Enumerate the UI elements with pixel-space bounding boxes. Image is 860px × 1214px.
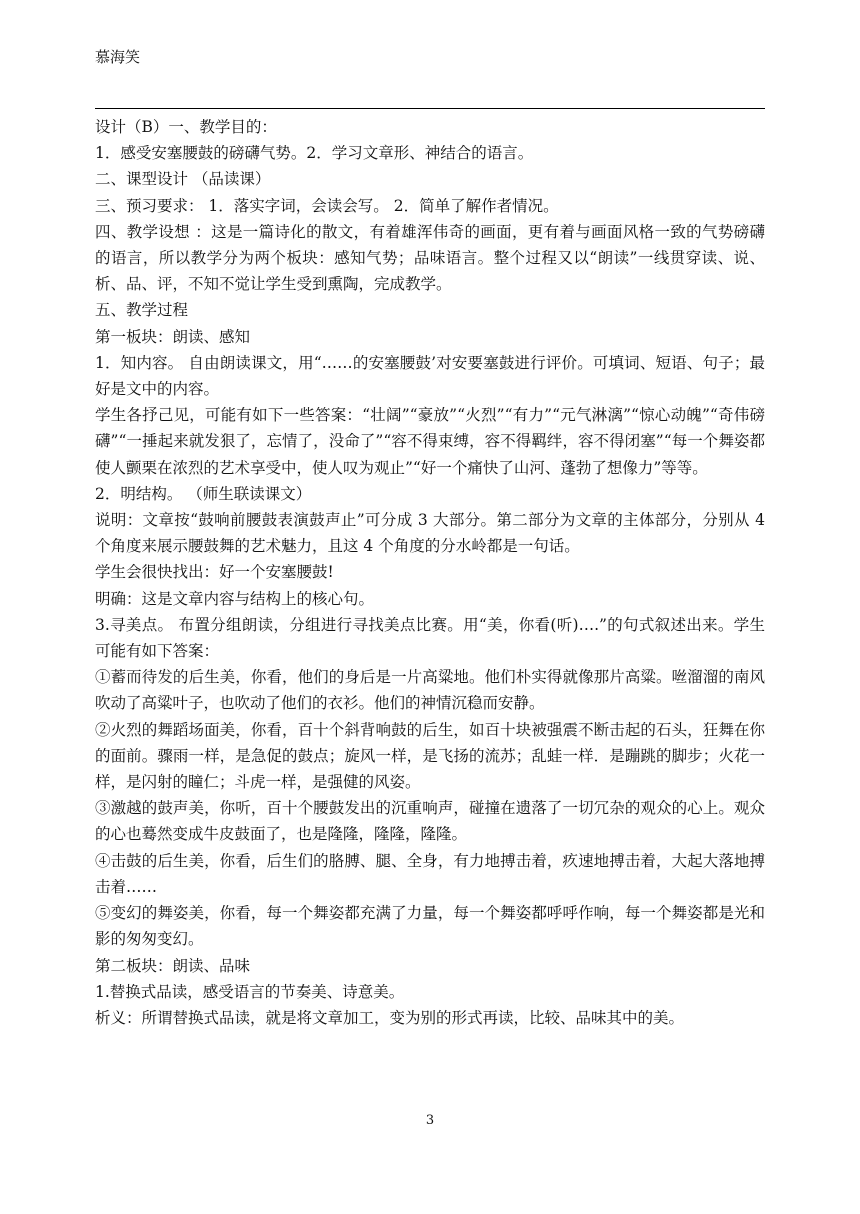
header-divider <box>95 108 765 109</box>
paragraph: 说明：文章按“鼓响前腰鼓表演鼓声止”可分成 3 大部分。第二部分为文章的主体部分，分别从 4 个角度来展示腰鼓舞的艺术魅力，且这 4 个角度的分水岭都是一句话。 <box>95 511 765 556</box>
paragraph: 1．知内容。 自由朗读课文，用“……的安塞腰鼓’对安要塞鼓进行评价。可填词、短语、句子；最好是文中的内容。 <box>95 353 765 399</box>
section-heading: 五、教学过程 <box>95 301 189 320</box>
paragraph: 3.寻美点。 布置分组朗读，分组进行寻找美点比赛。用“美，你看(听)….”的句式叙述出来。学生可能有如下答案： <box>95 615 765 661</box>
paragraph: 三、预习要求： 1．落实字词，会读会写。 2．简单了解作者情况。 <box>95 196 559 215</box>
section-heading: 设计（B）一、教学目的： <box>95 118 277 136</box>
paragraph: 学生会很快找出：好一个安塞腰鼓! <box>95 563 334 582</box>
paragraph: 明确：这是文章内容与结构上的核心句。 <box>95 589 375 608</box>
section-heading: 二、课型设计 （品读课） <box>95 170 271 189</box>
paragraph: 1．感受安塞腰鼓的磅礴气势。2．学习文章形、神结合的语言。 <box>95 144 534 163</box>
document-body <box>95 114 765 1031</box>
list-item: ⑤变幻的舞姿美，你看，每一个舞姿都充满了力量，每一个舞姿都呼呼作响，每一个舞姿都是光和影的匆匆变幻。 <box>95 904 765 949</box>
list-item: ④击鼓的后生美，你看，后生们的胳膊、腿、全身，有力地搏击着，疚速地搏击着，大起大落地搏击着…… <box>95 851 765 896</box>
paragraph: 析义：所谓替换式品读，就是将文章加工，变为别的形式再读，比较、品味其中的美。 <box>95 1008 685 1027</box>
list-item: ③激越的鼓声美，你听，百十个腰鼓发出的沉重响声，碰撞在遗落了一切冗杂的观众的心上。观众的心也蓦然变成牛皮鼓面了，也是隆隆，隆隆，隆隆。 <box>95 799 765 844</box>
section-heading: 第一板块：朗读、感知 <box>95 327 251 346</box>
page-number: 3 <box>425 1113 435 1128</box>
list-item: ①蓄而待发的后生美，你看，他们的身后是一片高粱地。他们朴实得就像那片高粱。咝溜溜的南风吹动了高粱叶子，也吹动了他们的衣衫。他们的神情沉稳而安静。 <box>95 668 765 713</box>
paragraph: 学生各抒己见，可能有如下一些答案：“壮阔”“豪放”“火烈”“有力”“元气淋漓”“惊心动魄”“奇伟磅礴”“一捶起来就发狠了，忘情了，没命了”“容不得束缚，容不得羁绊，容不得闭塞”“每一个舞姿都使人颤栗在浓烈的艺术享受中，使人叹为观止”“好一个痛快了山河、蓬勃了想像力”等等。 <box>95 406 765 477</box>
list-item: ②火烈的舞蹈场面美，你看，百十个斜背响鼓的后生，如百十块被强震不断击起的石头，狂舞在你的面前。骤雨一样，是急促的鼓点；旋风一样，是飞扬的流苏；乱蛙一样．是蹦跳的脚步；火花一样，是闪射的瞳仁；斗虎一样，是强健的风姿。 <box>95 720 765 792</box>
paragraph: 1.替换式品读，感受语言的节奏美、诗意美。 <box>95 982 405 1001</box>
section-heading: 第二板块：朗读、品味 <box>95 956 251 975</box>
page-header-author: 慕海笑 <box>95 48 141 66</box>
paragraph: 2．明结构。 （师生联读课文） <box>95 484 312 503</box>
paragraph: 四、教学设想 ：这是一篇诗化的散文，有着雄浑伟奇的画面，更有着与画面风格一致的气势磅礴的语言，所以教学分为两个板块：感知气势；品味语言。整个过程又以“朗读”一线贯穿读、说、析、品、评，不知不觉让学生受到熏陶，完成教学。 <box>95 222 765 294</box>
